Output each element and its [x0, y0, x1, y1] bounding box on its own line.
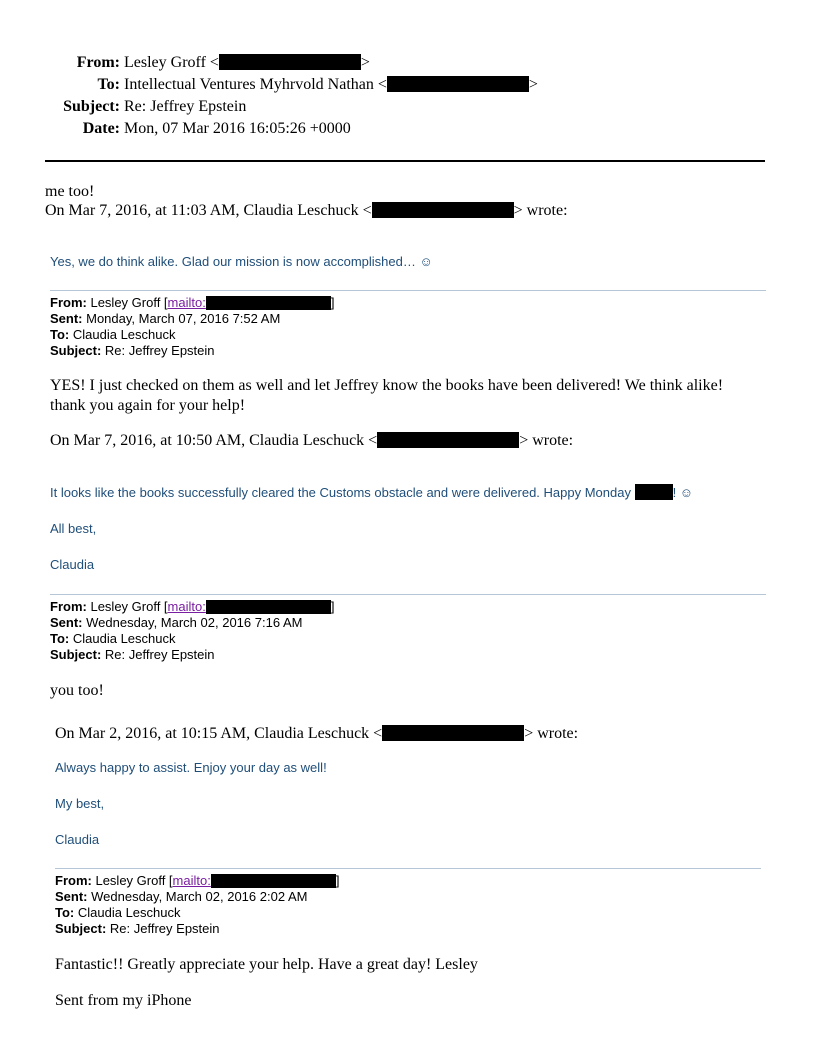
meta-to-value: Claudia Leschuck — [72, 327, 176, 342]
meta-from-label: From: — [55, 873, 92, 888]
header-divider — [45, 160, 765, 162]
quote-attribution-tail: > wrote: — [524, 725, 579, 742]
message-meta-subject — [55, 921, 220, 937]
quote-attribution — [50, 431, 573, 451]
quote-attribution-text: On Mar 7, 2016, at 11:03 AM, Claudia Leschuck < — [45, 202, 372, 219]
message-body: me too! — [45, 183, 95, 200]
mailto-link[interactable]: mailto: — [167, 599, 206, 614]
meta-sent-label: Sent: — [50, 615, 83, 630]
header-to-tail: > — [528, 76, 538, 93]
message-meta-sent — [50, 311, 280, 327]
quoted-signature-name: Claudia — [55, 832, 100, 847]
meta-subject-label: Subject: — [55, 921, 107, 936]
redaction-box — [206, 296, 331, 310]
mailto-link[interactable]: mailto: — [167, 295, 206, 310]
header-date-label: Date: — [82, 120, 120, 137]
meta-to-value: Claudia Leschuck — [77, 905, 181, 920]
meta-from-close: ] — [330, 295, 335, 310]
mailto-link[interactable]: mailto: — [172, 873, 211, 888]
header-to-label: To: — [97, 76, 120, 93]
quote-attribution-tail: > wrote: — [519, 432, 574, 449]
redaction-box — [387, 76, 529, 92]
meta-from-close: ] — [335, 873, 340, 888]
message-separator — [50, 290, 766, 291]
header-subject-label: Subject: — [63, 98, 120, 115]
quote-attribution-text: On Mar 7, 2016, at 10:50 AM, Claudia Leschuck < — [50, 432, 378, 449]
meta-to-value: Claudia Leschuck — [72, 631, 176, 646]
quote-attribution — [55, 724, 578, 744]
quoted-signoff: My best, — [55, 796, 105, 811]
redaction-box — [206, 600, 331, 614]
header-to-value: Intellectual Ventures Myhrvold Nathan < — [124, 76, 387, 93]
meta-from-value: Lesley Groff [ — [90, 295, 168, 310]
quoted-signature-name: Claudia — [50, 557, 95, 572]
quoted-message-body — [50, 484, 693, 502]
message-meta-from — [50, 295, 334, 311]
message-meta-subject — [50, 647, 215, 663]
redaction-box — [372, 202, 514, 218]
meta-from-label: From: — [50, 599, 87, 614]
message-signature: Sent from my iPhone — [55, 992, 192, 1009]
meta-to-label: To: — [55, 905, 75, 920]
meta-from-label: From: — [50, 295, 87, 310]
redaction-box — [211, 874, 336, 888]
message-meta-to — [50, 327, 176, 343]
message-body: you too! — [50, 682, 104, 699]
meta-subject-label: Subject: — [50, 647, 102, 662]
header-from-value: Lesley Groff < — [124, 54, 219, 71]
quoted-signoff: All best, — [50, 521, 97, 536]
header-to-row — [0, 75, 538, 95]
redaction-box — [219, 54, 361, 70]
header-from-label: From: — [76, 54, 120, 71]
quote-attribution-text: On Mar 2, 2016, at 10:15 AM, Claudia Leschuck < — [55, 725, 383, 742]
quoted-message-tail: ! ☺ — [672, 485, 694, 500]
meta-to-label: To: — [50, 327, 70, 342]
message-meta-to — [50, 631, 176, 647]
message-meta-to — [55, 905, 181, 921]
redaction-box — [635, 484, 673, 500]
message-body-line: YES! I just checked on them as well and let Jeffrey know the books have been delivered! We think alike! — [50, 377, 724, 394]
meta-to-label: To: — [50, 631, 70, 646]
quote-attribution-tail: > wrote: — [513, 202, 568, 219]
header-date-value: Mon, 07 Mar 2016 16:05:26 +0000 — [124, 120, 351, 137]
header-subject-row — [0, 97, 246, 117]
message-body-line: thank you again for your help! — [50, 397, 246, 414]
message-meta-sent — [50, 615, 302, 631]
header-from-tail: > — [360, 54, 370, 71]
message-meta-sent — [55, 889, 307, 905]
meta-subject-value: Re: Jeffrey Epstein — [104, 647, 215, 662]
redaction-box — [382, 725, 524, 741]
message-separator — [55, 868, 761, 869]
redaction-box — [377, 432, 519, 448]
meta-from-close: ] — [330, 599, 335, 614]
meta-subject-label: Subject: — [50, 343, 102, 358]
quoted-message-body: Yes, we do think alike. Glad our mission is now accomplished… ☺ — [50, 254, 433, 269]
message-separator — [50, 594, 766, 595]
quoted-message-text: It looks like the books successfully cleared the Customs obstacle and were delivered. Happy Monday — [50, 485, 635, 500]
meta-sent-value: Monday, March 07, 2016 7:52 AM — [86, 311, 281, 326]
meta-sent-label: Sent: — [50, 311, 83, 326]
message-meta-from — [55, 873, 339, 889]
message-body: Fantastic!! Greatly appreciate your help. Have a great day! Lesley — [55, 956, 478, 973]
meta-sent-label: Sent: — [55, 889, 88, 904]
header-subject-value: Re: Jeffrey Epstein — [124, 98, 247, 115]
header-from-row — [0, 53, 370, 73]
message-meta-subject — [50, 343, 215, 359]
quoted-message-body: Always happy to assist. Enjoy your day as well! — [55, 760, 327, 775]
header-date-row — [0, 119, 351, 139]
meta-from-value: Lesley Groff [ — [95, 873, 173, 888]
message-meta-from — [50, 599, 334, 615]
quote-attribution — [45, 201, 568, 221]
meta-subject-value: Re: Jeffrey Epstein — [109, 921, 220, 936]
meta-from-value: Lesley Groff [ — [90, 599, 168, 614]
meta-sent-value: Wednesday, March 02, 2016 7:16 AM — [86, 615, 303, 630]
meta-sent-value: Wednesday, March 02, 2016 2:02 AM — [91, 889, 308, 904]
meta-subject-value: Re: Jeffrey Epstein — [104, 343, 215, 358]
